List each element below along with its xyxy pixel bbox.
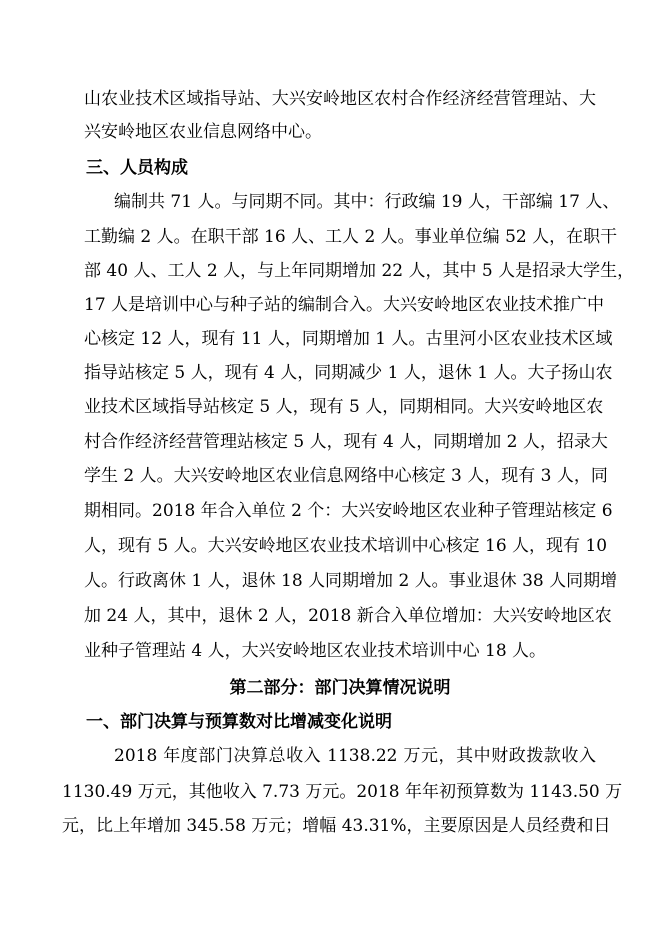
section-heading-staffing	[86, 153, 486, 183]
paragraph-text: 兴安岭地区农业信息网络中心。	[84, 122, 322, 142]
staffing-line-5	[84, 324, 613, 354]
paragraph-text: 人，现有 5 人。大兴安岭地区农业技术培训中心核定 16 人，现有 10	[84, 536, 608, 556]
heading-text: 一、部门决算与预算数对比增减变化说明	[86, 712, 392, 732]
paragraph-text: 业种子管理站 4 人，大兴安岭地区农业技术培训中心 18 人。	[84, 641, 547, 661]
staffing-line-8	[84, 427, 608, 457]
paragraph-text: 村合作经济经营管理站核定 5 人，现有 4 人，同期增加 2 人，招录大	[84, 432, 608, 452]
budget-line-1	[114, 741, 596, 771]
paragraph-text: 部 40 人、工人 2 人，与上年同期增加 22 人，其中 5 人是招录大学生，	[84, 261, 635, 281]
staffing-line-6	[84, 358, 613, 388]
continuation-line-2	[84, 117, 596, 147]
paragraph-text: 期相同。2018 年合入单位 2 个：大兴安岭地区农业种子管理站核定 6	[84, 501, 613, 521]
staffing-line-2	[84, 222, 618, 252]
paragraph-text: 1130.49 万元，其他收入 7.73 万元。2018 年年初预算数为 1143.50 万	[62, 782, 623, 802]
paragraph-text: 2018 年度部门决算总收入 1138.22 万元，其中财政拨款收入	[114, 746, 596, 766]
continuation-line-1	[84, 84, 596, 114]
staffing-line-11	[84, 531, 608, 561]
staffing-line-9	[84, 461, 608, 491]
staffing-line-14	[84, 636, 596, 666]
staffing-line-1	[114, 187, 620, 217]
budget-line-3	[62, 811, 611, 841]
paragraph-text: 工勤编 2 人。在职干部 16 人、工人 2 人。事业单位编 52 人，在职干	[84, 227, 618, 247]
paragraph-text: 业技术区域指导站核定 5 人，现有 5 人，同期相同。大兴安岭地区农	[84, 397, 604, 417]
staffing-line-10	[84, 496, 613, 526]
paragraph-text: 人。行政离休 1 人，退休 18 人同期增加 2 人。事业退休 38 人同期增	[84, 571, 618, 591]
staffing-line-7	[84, 392, 604, 422]
paragraph-text: 编制共 71 人。与同期不同。其中：行政编 19 人，干部编 17 人、	[114, 192, 620, 212]
section-heading-budget-comparison	[86, 707, 586, 737]
title-text: 第二部分：部门决算情况说明	[229, 678, 451, 698]
paragraph-text: 指导站核定 5 人，现有 4 人，同期减少 1 人，退休 1 人。大子扬山农	[84, 363, 613, 383]
paragraph-text: 元，比上年增加 345.58 万元；增幅 43.31%，主要原因是人员经费和日	[62, 816, 611, 836]
paragraph-text: 加 24 人，其中，退休 2 人，2018 新合入单位增加：大兴安岭地区农	[84, 606, 612, 626]
paragraph-text: 学生 2 人。大兴安岭地区农业信息网络中心核定 3 人，现有 3 人，同	[84, 466, 608, 486]
paragraph-text: 17 人是培训中心与种子站的编制合入。大兴安岭地区农业技术推广中	[84, 295, 605, 315]
staffing-line-13	[84, 601, 612, 631]
staffing-line-12	[84, 566, 618, 596]
budget-line-2	[62, 777, 623, 807]
staffing-line-3	[84, 256, 635, 286]
paragraph-text: 山农业技术区域指导站、大兴安岭地区农村合作经济经营管理站、大	[84, 89, 596, 109]
part-title	[84, 673, 596, 703]
staffing-line-4	[84, 290, 605, 320]
paragraph-text: 心核定 12 人，现有 11 人，同期增加 1 人。古里河小区农业技术区域	[84, 329, 613, 349]
heading-text: 三、人员构成	[86, 158, 188, 178]
